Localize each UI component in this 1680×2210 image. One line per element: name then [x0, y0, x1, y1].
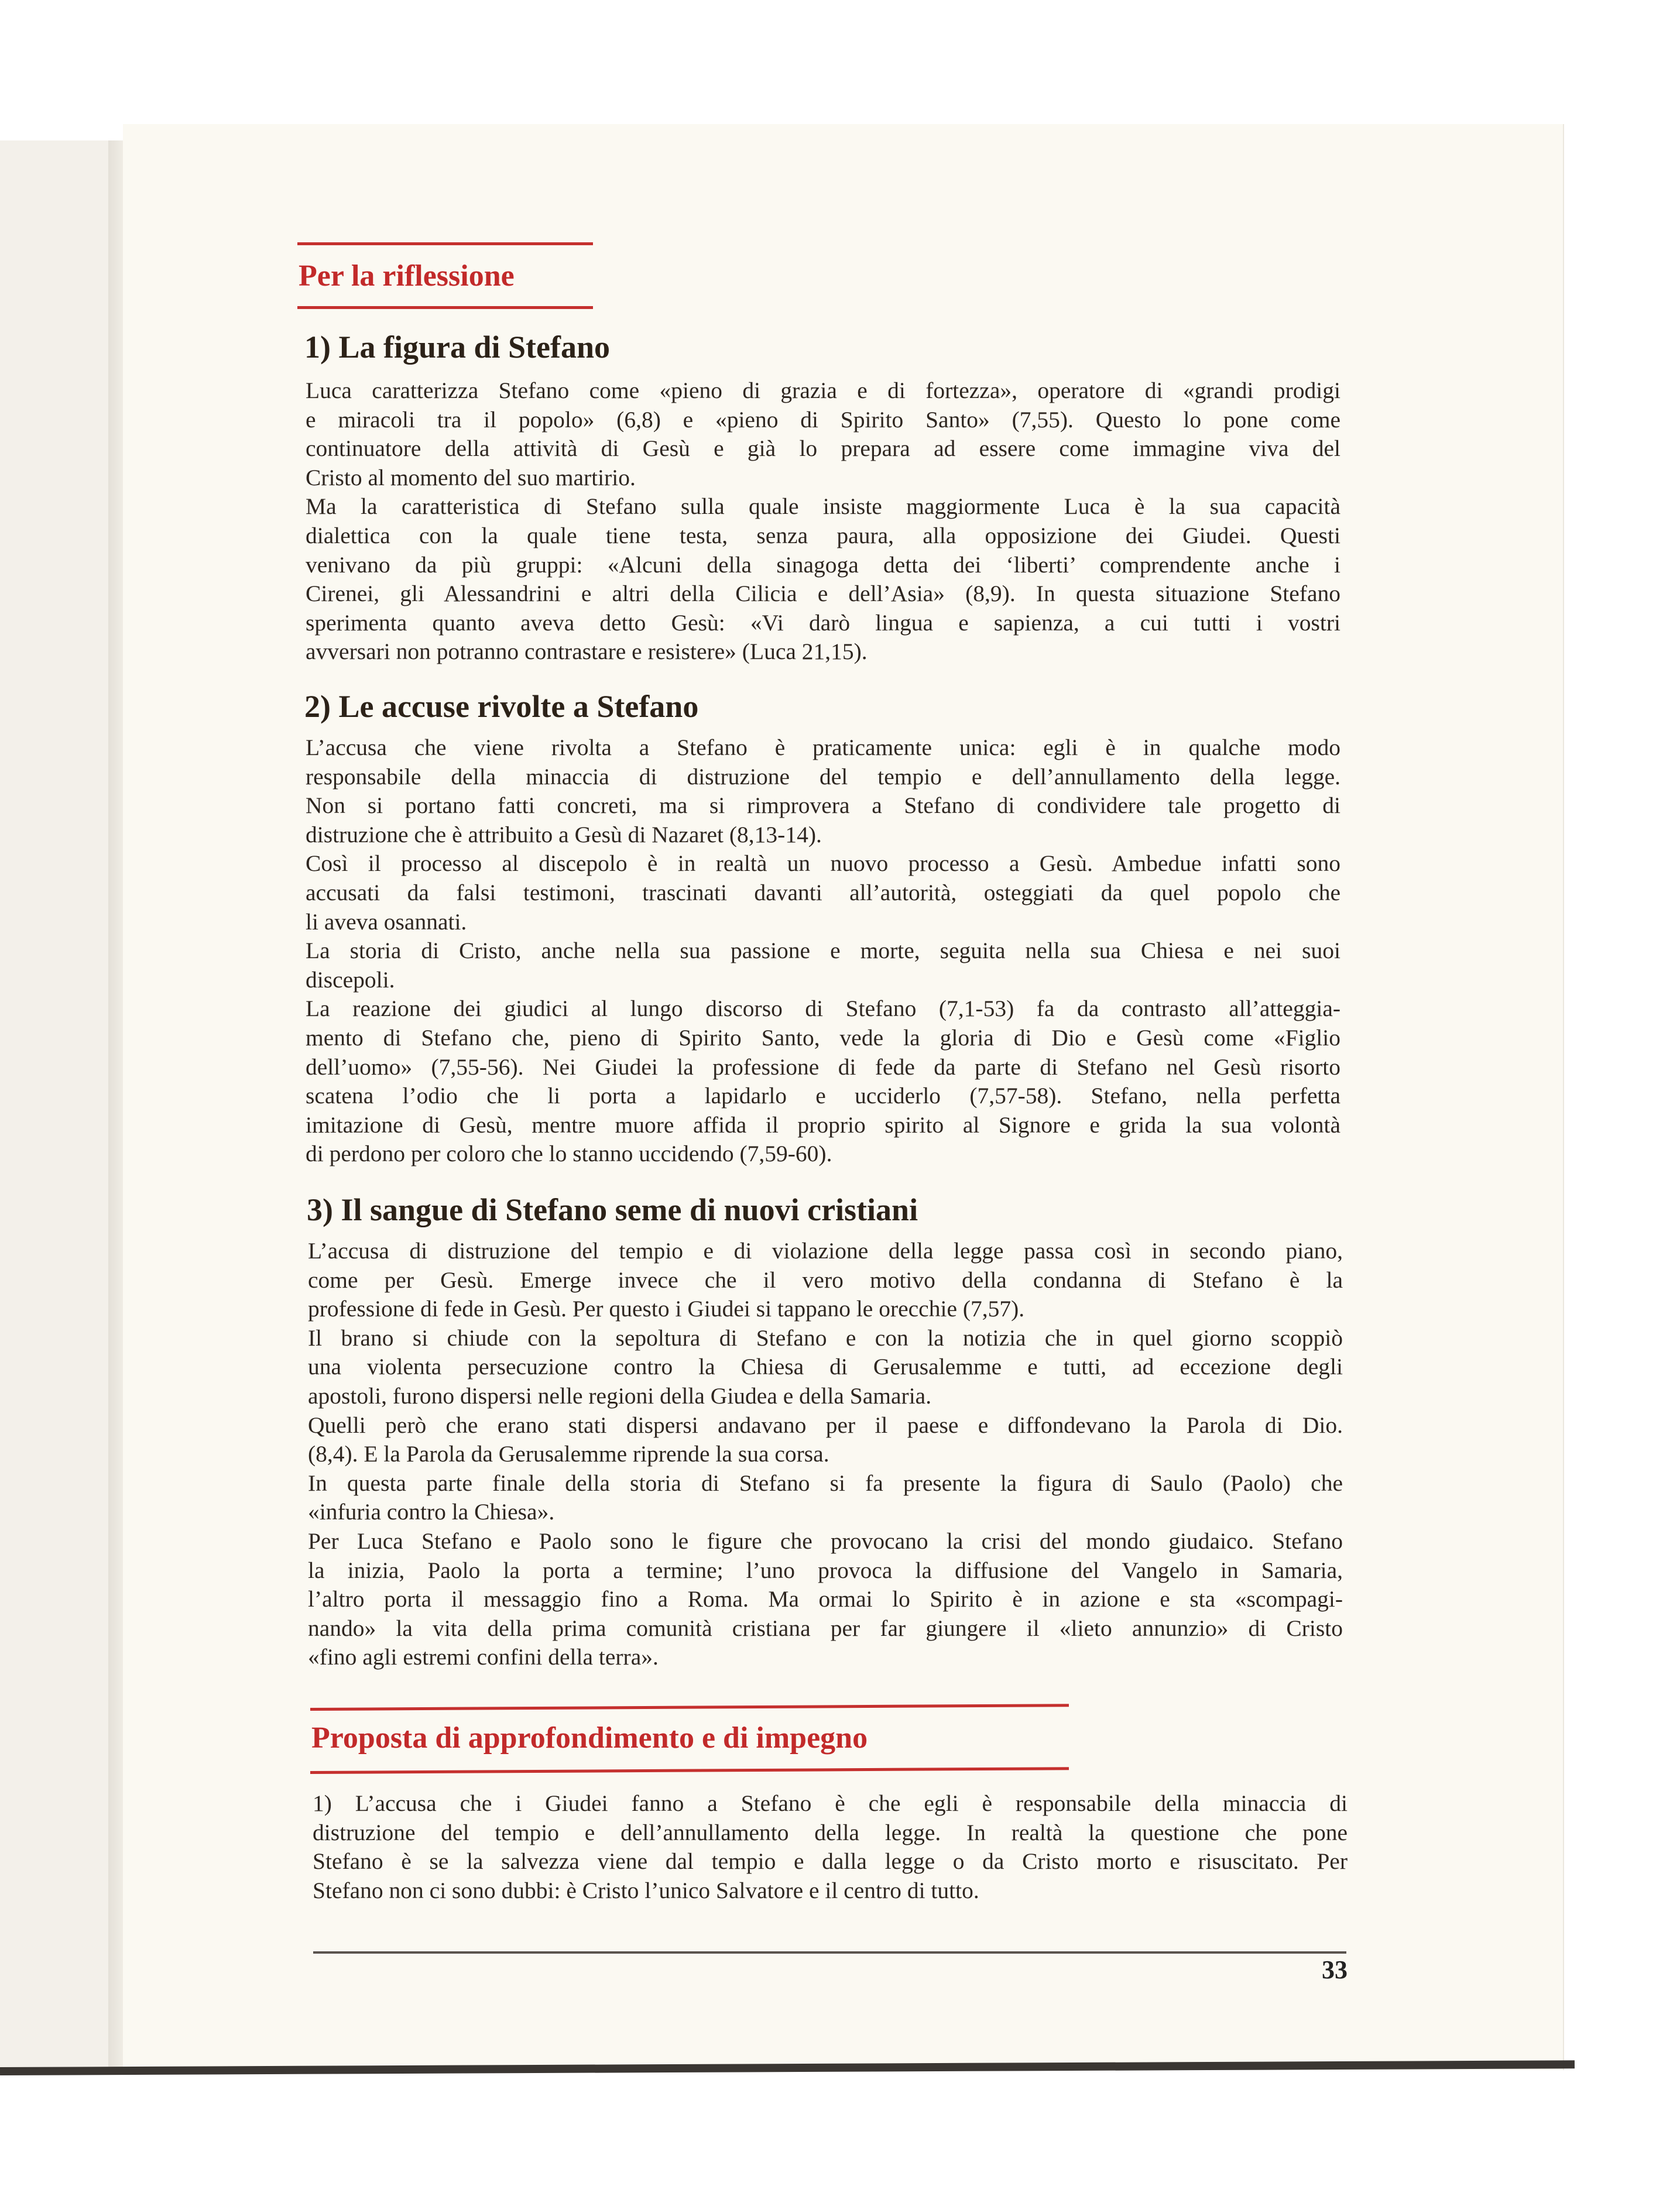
text-line: «infuria contro la Chiesa».	[308, 1499, 555, 1525]
text-line: venivano da più gruppi: «Alcuni della sinagoga detta dei ‘liberti’ comprendente anche i	[306, 551, 1340, 578]
text-line: nando» la vita della prima comunità cristiana per far giungere il «lieto annunzio» di Cristo	[308, 1615, 1343, 1641]
text-line: una violenta persecuzione contro la Chiesa di Gerusalemme e tutti, ad eccezione degli	[308, 1354, 1343, 1380]
text-line: e miracoli tra il popolo» (6,8) e «pieno di Spirito Santo» (7,55). Questo lo pone come	[306, 406, 1340, 433]
text-line: distruzione del tempio e dell’annullamento della legge. In realtà la questione che pone	[313, 1819, 1348, 1845]
title-rule-top	[297, 242, 593, 245]
text-line: continuatore della attività di Gesù e già lo prepara ad essere come immagine viva del	[306, 435, 1340, 462]
section-title-riflessione: Per la riflessione	[299, 259, 515, 293]
text-line: La reazione dei giudici al lungo discorso di Stefano (7,1-53) fa da contrasto all’atteggia-	[306, 996, 1340, 1022]
text-line: discepoli.	[306, 966, 395, 993]
text-line: Cirenei, gli Alessandrini e altri della Cilicia e dell’Asia» (8,9). In questa situazione Stefano	[306, 581, 1340, 607]
text-line: (8,4). E la Parola da Gerusalemme riprende la sua corsa.	[308, 1441, 829, 1467]
title-rule-bottom	[297, 306, 593, 309]
text-line: Ma la caratteristica di Stefano sulla quale insiste maggiormente Luca è la sua capacità	[306, 493, 1340, 520]
text-line: avversari non potranno contrastare e resistere» (Luca 21,15).	[306, 639, 868, 665]
text-line: mento di Stefano che, pieno di Spirito Santo, vede la gloria di Dio e Gesù come «Figlio	[306, 1024, 1340, 1051]
text-line: responsabile della minaccia di distruzione del tempio e dell’annullamento della legge.	[306, 763, 1340, 790]
heading-figura-stefano: 1) La figura di Stefano	[304, 330, 611, 365]
text-line: L’accusa di distruzione del tempio e di violazione della legge passa così in secondo piano,	[308, 1238, 1343, 1264]
text-line: Stefano non ci sono dubbi: è Cristo l’unico Salvatore e il centro di tutto.	[313, 1877, 979, 1903]
text-line: apostoli, furono dispersi nelle regioni della Giudea e della Samaria.	[308, 1382, 932, 1409]
section-title-proposta: Proposta di approfondimento e di impegno	[311, 1721, 868, 1755]
section-3-body	[308, 1237, 1343, 1672]
text-line: In questa parte finale della storia di Stefano si fa presente la figura di Saulo (Paolo) che	[308, 1470, 1343, 1496]
heading-accuse: 2) Le accuse rivolte a Stefano	[304, 689, 699, 724]
text-line: l’altro porta il messaggio fino a Roma. Ma ormai lo Spirito è in azione e sta «scompagi-	[308, 1586, 1343, 1612]
text-line: Cristo al momento del suo martirio.	[306, 464, 636, 490]
text-line: scatena l’odio che li porta a lapidarlo e ucciderlo (7,57-58). Stefano, nella perfetta	[306, 1083, 1340, 1109]
text-line: accusati da falsi testimoni, trascinati davanti all’autorità, osteggiati da quel popolo che	[306, 879, 1340, 905]
text-line: Quelli però che erano stati dispersi andavano per il paese e diffondevano la Parola di Dio.	[308, 1412, 1343, 1438]
text-line: imitazione di Gesù, mentre muore affida il proprio spirito al Signore e grida la sua volontà	[306, 1111, 1340, 1138]
text-line: professione di fede in Gesù. Per questo i Giudei si tappano le orecchie (7,57).	[308, 1296, 1025, 1322]
footer-rule	[313, 1951, 1346, 1954]
text-line: dell’uomo» (7,55-56). Nei Giudei la professione di fede da parte di Stefano nel Gesù risorto	[306, 1053, 1340, 1080]
text-line: come per Gesù. Emerge invece che il vero motivo della condanna di Stefano è la	[308, 1267, 1343, 1293]
section-2-body	[306, 733, 1340, 1169]
text-line: Così il processo al discepolo è in realtà un nuovo processo a Gesù. Ambedue infatti sono	[306, 850, 1340, 877]
text-line: di perdono per coloro che lo stanno uccidendo (7,59-60).	[306, 1141, 832, 1167]
text-line: dialettica con la quale tiene testa, senza paura, alla opposizione dei Giudei. Questi	[306, 522, 1340, 548]
page-number: 33	[1322, 1955, 1348, 1984]
text-line: «fino agli estremi confini della terra».	[308, 1644, 659, 1670]
facing-page-edge	[0, 140, 117, 2072]
text-line: L’accusa che viene rivolta a Stefano è praticamente unica: egli è in qualche modo	[306, 735, 1340, 760]
text-line: distruzione che è attribuito a Gesù di Nazaret (8,13-14).	[306, 821, 822, 847]
text-line: Luca caratterizza Stefano come «pieno di grazia e di fortezza», operatore di «grandi prodigi	[306, 378, 1340, 403]
text-line: La storia di Cristo, anche nella sua passione e morte, seguita nella sua Chiesa e nei suoi	[306, 938, 1340, 964]
heading-sangue: 3) Il sangue di Stefano seme di nuovi cristiani	[307, 1192, 918, 1227]
text-line: Non si portano fatti concreti, ma si rimprovera a Stefano di condividere tale progetto di	[306, 792, 1340, 819]
text-line: li aveva osannati.	[306, 908, 467, 935]
text-line: Per Luca Stefano e Paolo sono le figure che provocano la crisi del mondo giudaico. Stefano	[308, 1528, 1343, 1554]
section-1-body	[306, 376, 1340, 667]
text-line: 1) L’accusa che i Giudei fanno a Stefano è che egli è responsabile della minaccia di	[313, 1790, 1348, 1816]
text-line: sperimenta quanto aveva detto Gesù: «Vi darò lingua e sapienza, a cui tutti i vostri	[306, 609, 1340, 636]
text-line: Stefano è se la salvezza viene dal tempio e dalla legge o da Cristo morto e risuscitato. Per	[313, 1848, 1348, 1875]
proposal-body	[313, 1789, 1348, 1905]
text-line: Il brano si chiude con la sepoltura di Stefano e con la notizia che in quel giorno scoppiò	[308, 1324, 1343, 1351]
text-line: la inizia, Paolo la porta a termine; l’uno provoca la diffusione del Vangelo in Samaria,	[308, 1557, 1343, 1583]
